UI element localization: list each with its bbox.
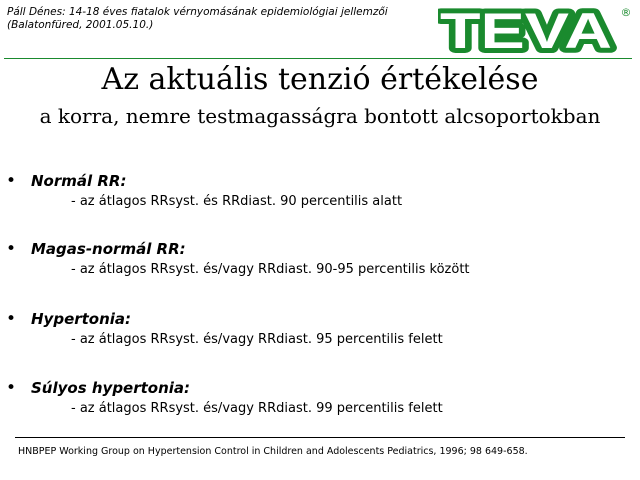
teva-logo-wordmark: TEVA [440, 3, 612, 54]
teva-logo [438, 2, 638, 54]
slide-title: Az aktuális tenzió értékelése [101, 62, 539, 97]
footer-divider [15, 437, 625, 438]
category-description: - az átlagos RRsyst. és/vagy RRdiast. 90-95 percentilis között [71, 262, 470, 277]
header-note-place-date: (Balatonfüred, 2001.05.10.) [7, 19, 154, 31]
header-divider [4, 58, 632, 59]
header-note [7, 6, 427, 32]
category-term: Normál RR: [31, 172, 127, 190]
bullet-icon: • [6, 378, 17, 398]
bullet-icon: • [6, 171, 17, 191]
category-description: - az átlagos RRsyst. és RRdiast. 90 percentilis alatt [71, 194, 403, 209]
bullet-icon: • [6, 239, 17, 259]
reference-footnote: HNBPEP Working Group on Hypertension Control in Children and Adolescents Pediatrics, 1996; 98 649-658. [18, 446, 528, 457]
category-term: Súlyos hypertonia: [31, 379, 191, 397]
category-term: Hypertonia: [31, 310, 132, 328]
category-term: Magas-normál RR: [31, 240, 186, 258]
header-note-author-topic: Páll Dénes: 14-18 éves fiatalok vérnyomásának epidemiológiai jellemzői [7, 6, 388, 18]
category-description: - az átlagos RRsyst. és/vagy RRdiast. 99 percentilis felett [71, 401, 443, 416]
registered-mark-icon: ® [620, 6, 632, 19]
bullet-icon: • [6, 309, 17, 329]
category-description: - az átlagos RRsyst. és/vagy RRdiast. 95 percentilis felett [71, 332, 443, 347]
slide-subtitle: a korra, nemre testmagasságra bontott alcsoportokban [39, 104, 601, 128]
